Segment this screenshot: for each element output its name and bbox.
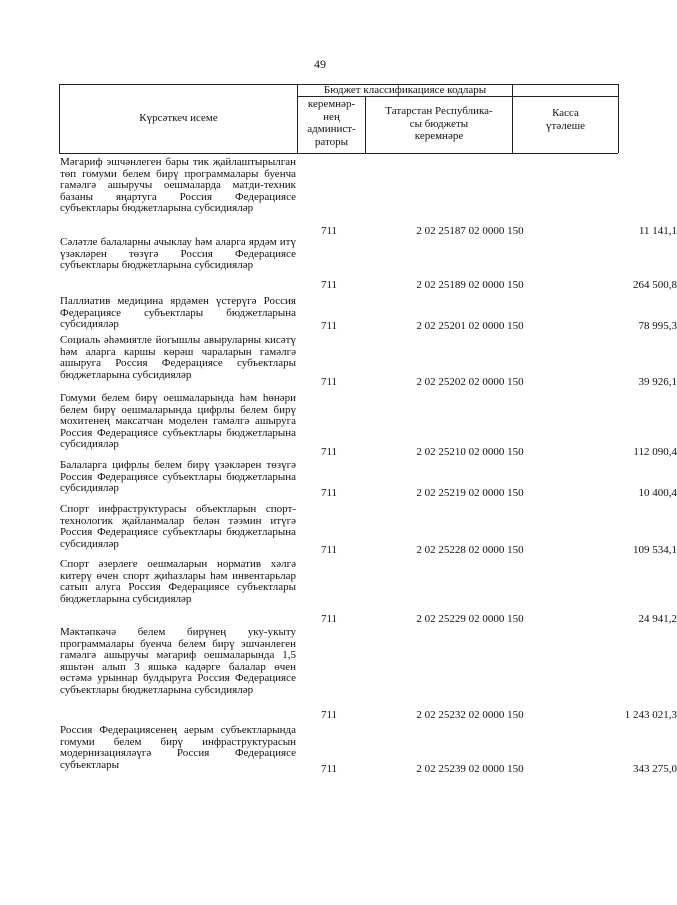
table-row: [60, 295, 677, 336]
revenue-code: 2 02 25229 02 0000 150: [416, 613, 524, 625]
table-row: [60, 459, 677, 502]
revenue-code: 2 02 25239 02 0000 150: [416, 763, 524, 775]
table-row: [60, 156, 677, 237]
page-number: 49: [314, 57, 326, 71]
table-row: [60, 334, 677, 390]
amount: 39 926,1: [638, 376, 677, 388]
admin-code: 711: [320, 320, 338, 332]
indicator-name: Россия Федерациясенең аерым субъектларында гомуми белем бирү инфраструктурасын модернизацияләүгә Россия Федерациясе субъектлары: [60, 724, 296, 771]
indicator-name: Сәләтле балаларны ачыклау һәм аларга ярдәм итү үзәкләрен төзүгә Россия Федерациясе субъектлары бюджетларына субсидияләр: [60, 236, 296, 272]
indicator-name: Гомуми белем бирү оешмаларында һәм һөнәри белем бирү оешмаларында цифрлы белем бирү мохитенең максатчан моделен гамәлгә ашыруга Россия Федерациясе субъектлары бюджетларына субсидияләр: [60, 392, 296, 451]
table-row: [60, 558, 677, 625]
table-row: [60, 236, 677, 292]
indicator-name: Социаль әһәмиятле йогышлы авыруларны кисәтү һәм аларга каршы көрәш чараларын гамәлгә ашыруга Россия Федерациясе субъектлары бюджетларына субсидияләр: [60, 334, 296, 381]
revenue-code: 2 02 25232 02 0000 150: [416, 709, 524, 721]
admin-code: 711: [320, 544, 338, 556]
header-budget-codes: Бюджет классификациясе кодлары: [323, 84, 487, 96]
revenue-code: 2 02 25202 02 0000 150: [416, 376, 524, 388]
indicator-name: Спорт инфраструктурасы объектларын спорт-технологик җайланмалар белән тәэмин итүгә Россия Федерациясе субъектлары бюджетларына субсидияләр: [60, 503, 296, 550]
revenue-code: 2 02 25219 02 0000 150: [416, 487, 524, 499]
revenue-code: 2 02 25228 02 0000 150: [416, 544, 524, 556]
indicator-name: Спорт әзерлеге оешмаларын норматив хәлгә китерү өчен спорт җиһазлары һәм инвентарьлар сатып алуга Россия Федерациясе субъектлары бюджетларына субсидияләр: [60, 558, 296, 605]
revenue-code: 2 02 25187 02 0000 150: [416, 225, 524, 237]
table-row: [60, 724, 677, 775]
admin-code: 711: [320, 709, 338, 721]
indicator-name: Мәктәпкәчә белем бирүнең уку-укыту программалары буенча белем бирү эшчәнлеген гамәлгә ашыручы мәгариф оешмаларында 1,5 яшьтән алып 3 яшькә кадәрге балалар өчен өстәмә урыннар булдыруга Россия Федерациясе субъектлары бюджетларына субсидияләр: [60, 626, 296, 696]
amount: 24 941,2: [638, 613, 677, 625]
admin-code: 711: [320, 225, 338, 237]
indicator-name: Балаларга цифрлы белем бирү үзәкләрен төзүгә Россия Федерациясе субъектлары бюджетларына субсидияләр: [60, 459, 296, 495]
revenue-code: 2 02 25210 02 0000 150: [416, 446, 524, 458]
header-indicator-name: Күрсәткеч исеме: [139, 112, 218, 124]
amount: 343 275,0: [633, 763, 677, 775]
revenue-code: 2 02 25201 02 0000 150: [416, 320, 524, 332]
table-row: [60, 392, 677, 459]
header-bottom-border: [59, 153, 618, 154]
amount: 264 500,8: [633, 279, 677, 291]
admin-code: 711: [320, 279, 338, 291]
header-revenue-code: Татарстан Республика- сы бюджеты керемнәре: [385, 105, 493, 142]
amount: 109 534,1: [633, 544, 677, 556]
admin-code: 711: [320, 763, 338, 775]
revenue-code: 2 02 25189 02 0000 150: [416, 279, 524, 291]
amount: 1 243 021,3: [624, 709, 677, 721]
amount: 112 090,4: [633, 446, 677, 458]
table-row: [60, 626, 677, 722]
amount: 10 400,4: [638, 487, 677, 499]
header-right-border: [618, 84, 619, 153]
table-row: [60, 503, 677, 558]
amount: 78 995,3: [638, 320, 677, 332]
admin-code: 711: [320, 376, 338, 388]
indicator-name: Мәгариф эшчәнлеген бары тик җайлаштырылган төп гомуми белем бирү программалары буенча гамәлгә ашыручы оешмаларда матди-техник базаны яңартуга Россия Федерациясе субъектлары бюджетларына субсидияләр: [60, 156, 296, 215]
admin-code: 711: [320, 446, 338, 458]
admin-code: 711: [320, 487, 338, 499]
amount: 11 141,1: [638, 225, 677, 237]
admin-code: 711: [320, 613, 338, 625]
header-admin: керемнәр- нең админист- раторы: [307, 98, 356, 148]
indicator-name: Паллиатив медицина ярдәмен үстерүгә Россия Федерациясе субъектлары бюджетларына субсидияләр: [60, 295, 296, 331]
header-cash-execution: Касса үтәлеше: [546, 107, 585, 132]
